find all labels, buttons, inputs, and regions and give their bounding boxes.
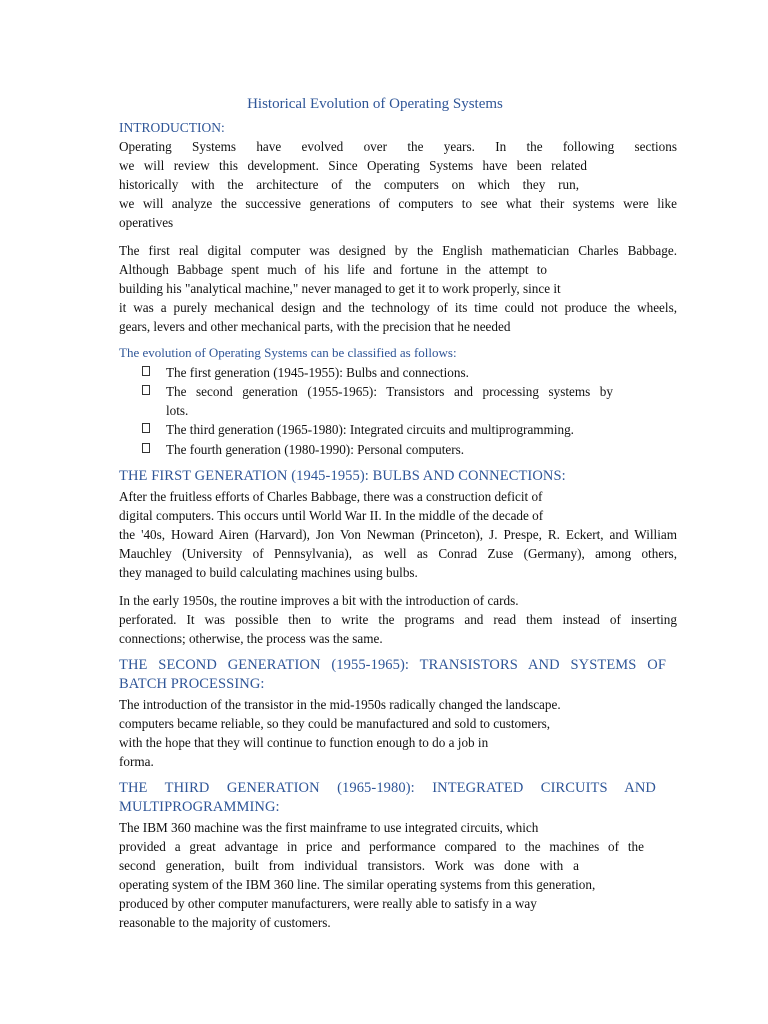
gen2-line: forma.	[119, 754, 154, 769]
gen1-heading: THE FIRST GENERATION (1945-1955): BULBS AND CONNECTIONS:	[119, 468, 566, 484]
gen3-line: second generation, built from individual transistors. Work was done with a	[119, 858, 579, 873]
gen1-line: Mauchley (University of Pennsylvania), as well as Conrad Zuse (Germany), among others,	[119, 546, 677, 561]
babbage-line: gears, levers and other mechanical parts, with the precision that he needed	[119, 319, 511, 334]
babbage-line: The first real digital computer was designed by the English mathematician Charles Babbage.	[119, 243, 677, 258]
babbage-line: building his "analytical machine," never managed to get it to work properly, since it	[119, 281, 561, 296]
list-item-text: The first generation (1945-1955): Bulbs and connections.	[166, 365, 469, 380]
bullet-box-icon	[142, 443, 150, 453]
gen3-heading-continuation: MULTIPROGRAMMING:	[119, 799, 280, 815]
gen1-line: connections; otherwise, the process was the same.	[119, 631, 383, 646]
gen3-line: produced by other computer manufacturers, were really able to satisfy in a way	[119, 896, 537, 911]
bullet-box-icon	[142, 385, 150, 395]
classification-heading: The evolution of Operating Systems can be classified as follows:	[119, 345, 457, 360]
gen1-line: perforated. It was possible then to write the programs and read them instead of inserting	[119, 612, 677, 627]
list-item-text: The fourth generation (1980-1990): Personal computers.	[166, 442, 465, 457]
gen1-line: they managed to build calculating machines using bulbs.	[119, 565, 418, 580]
list-item-text: The second generation (1955-1965): Transistors and processing systems by	[166, 384, 613, 399]
bullet-box-icon	[142, 423, 150, 433]
gen1-line: the '40s, Howard Airen (Harvard), Jon Von Newman (Princeton), J. Prespe, R. Eckert, and William	[119, 527, 677, 542]
gen2-heading-continuation: BATCH PROCESSING:	[119, 676, 265, 692]
gen3-heading: THE THIRD GENERATION (1965-1980): INTEGRATED CIRCUITS AND	[119, 780, 656, 796]
gen3-line: provided a great advantage in price and performance compared to the machines of the	[119, 839, 644, 854]
list-item-text: lots.	[166, 403, 189, 418]
gen1-line: After the fruitless efforts of Charles Babbage, there was a construction deficit of	[119, 489, 543, 504]
gen2-line: with the hope that they will continue to function enough to do a job in	[119, 735, 489, 750]
intro-line: we will review this development. Since Operating Systems have been related	[119, 158, 587, 173]
gen2-heading: THE SECOND GENERATION (1955-1965): TRANSISTORS AND SYSTEMS OF	[119, 657, 666, 673]
intro-line: operatives	[119, 215, 174, 230]
gen3-line: operating system of the IBM 360 line. The similar operating systems from this generation,	[119, 877, 596, 892]
babbage-line: it was a purely mechanical design and the technology of its time could not produce the wheels,	[119, 300, 677, 315]
gen1-line: digital computers. This occurs until World War II. In the middle of the decade of	[119, 508, 544, 523]
intro-line: Operating Systems have evolved over the years. In the following sections	[119, 139, 677, 154]
list-item-text: The third generation (1965-1980): Integrated circuits and multiprogramming.	[166, 422, 574, 437]
intro-line: historically with the architecture of the computers on which they run,	[119, 177, 579, 192]
intro-line: we will analyze the successive generations of computers to see what their systems were like	[119, 196, 677, 211]
gen3-line: The IBM 360 machine was the first mainframe to use integrated circuits, which	[119, 820, 539, 835]
gen2-line: The introduction of the transistor in the mid-1950s radically changed the landscape.	[119, 697, 561, 712]
gen2-line: computers became reliable, so they could be manufactured and sold to customers,	[119, 716, 551, 731]
document-title: Historical Evolution of Operating Systems	[247, 96, 503, 112]
bullet-box-icon	[142, 366, 150, 376]
gen1-line: In the early 1950s, the routine improves a bit with the introduction of cards.	[119, 593, 519, 608]
babbage-line: Although Babbage spent much of his life and fortune in the attempt to	[119, 262, 547, 277]
gen3-line: reasonable to the majority of customers.	[119, 915, 331, 930]
intro-heading: INTRODUCTION:	[119, 120, 225, 135]
